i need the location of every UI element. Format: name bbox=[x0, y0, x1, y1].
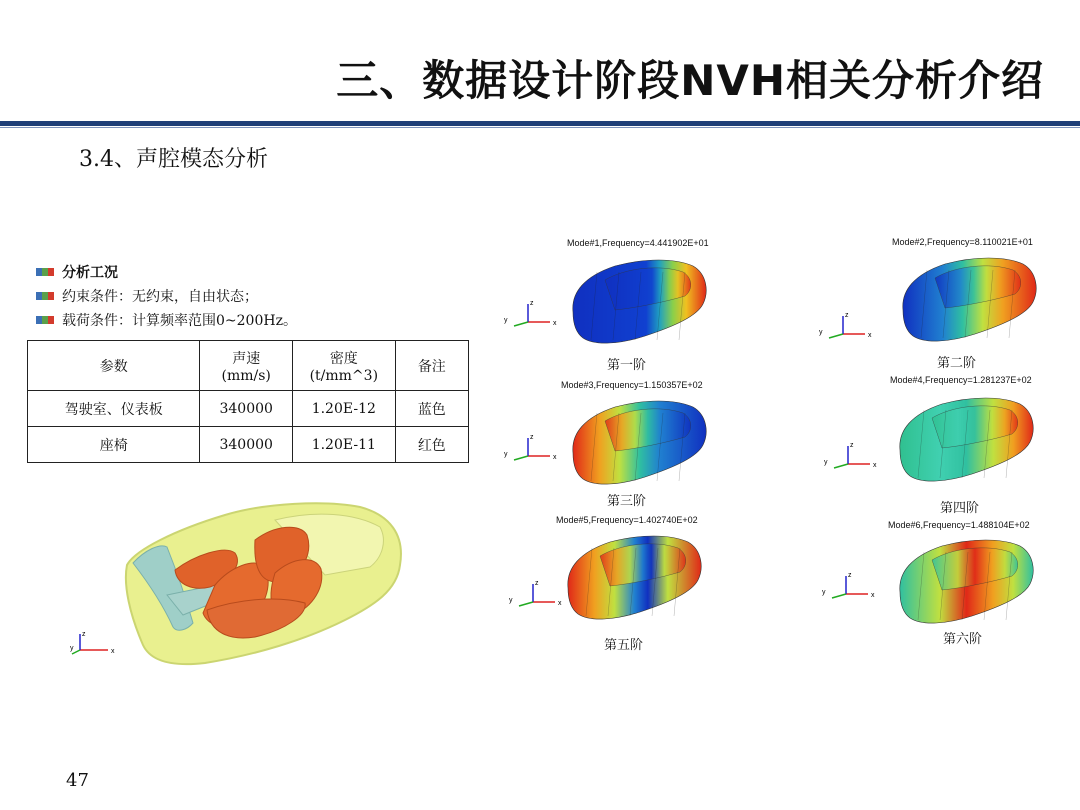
table-cell: 340000 bbox=[200, 427, 293, 463]
axis-label: x bbox=[553, 454, 557, 461]
table-cell: 座椅 bbox=[28, 427, 200, 463]
mode-4-label: Mode#4,Frequency=1.281237E+02 bbox=[890, 375, 1032, 385]
axis-label: x bbox=[558, 600, 562, 607]
table-cell: 驾驶室、仪表板 bbox=[28, 391, 200, 427]
header-unit: (mm/s) bbox=[221, 367, 271, 384]
axis-label: y bbox=[824, 459, 828, 466]
axis-label-z: z bbox=[82, 631, 86, 638]
axis-triad-icon bbox=[505, 578, 565, 612]
table-cell: 340000 bbox=[200, 391, 293, 427]
condition-constraint bbox=[36, 284, 297, 308]
header-text: 备注 bbox=[417, 358, 446, 375]
analysis-conditions bbox=[36, 260, 297, 332]
mode-6-label: Mode#6,Frequency=1.488104E+02 bbox=[888, 520, 1030, 530]
axis-label: x bbox=[553, 320, 557, 327]
parameter-table bbox=[27, 340, 469, 463]
axis-label-x: x bbox=[111, 648, 115, 655]
axis-triad-icon bbox=[500, 432, 560, 466]
table-header-cell bbox=[28, 341, 200, 391]
mode-1-shape bbox=[565, 252, 715, 352]
mode-2-shape bbox=[895, 250, 1045, 350]
mode-3-shape bbox=[565, 393, 715, 493]
table-header-cell bbox=[293, 341, 396, 391]
table-header-row bbox=[28, 341, 469, 391]
mode-4-shape bbox=[892, 390, 1042, 490]
mode-1-caption: 第一阶 bbox=[607, 358, 647, 373]
page-title: 三、数据设计阶段NVH相关分析介绍 bbox=[336, 56, 1044, 105]
table-row bbox=[28, 391, 469, 427]
mode-5-label: Mode#5,Frequency=1.402740E+02 bbox=[556, 515, 698, 525]
table-cell: 蓝色 bbox=[395, 391, 468, 427]
mode-6-shape bbox=[892, 532, 1042, 632]
mode-3-label: Mode#3,Frequency=1.150357E+02 bbox=[561, 380, 703, 390]
condition-text: 载荷条件：计算频率范围0~200Hz。 bbox=[62, 313, 297, 329]
mode-2-caption: 第二阶 bbox=[937, 356, 977, 371]
axis-label: y bbox=[822, 589, 826, 596]
axis-label: z bbox=[848, 572, 852, 579]
condition-text: 约束条件：无约束，自由状态； bbox=[62, 289, 258, 305]
axis-line bbox=[514, 322, 528, 326]
axis-label: z bbox=[850, 442, 854, 449]
condition-load bbox=[36, 308, 297, 332]
axis-label: y bbox=[504, 317, 508, 324]
axis-line bbox=[514, 456, 528, 460]
table-cell: 1.20E-11 bbox=[293, 427, 396, 463]
axis-triad-icon bbox=[820, 440, 880, 474]
header-text: 密度 bbox=[329, 350, 358, 367]
title-rule bbox=[0, 121, 1080, 126]
cavity-model-image bbox=[115, 495, 425, 675]
axis-label: z bbox=[535, 580, 539, 587]
axis-label: x bbox=[873, 462, 877, 469]
axis-label: y bbox=[504, 451, 508, 458]
table-row bbox=[28, 427, 469, 463]
table-header-cell bbox=[200, 341, 293, 391]
axis-triad-icon bbox=[818, 570, 878, 604]
axis-triad-icon bbox=[70, 630, 125, 658]
axis-line bbox=[834, 464, 848, 468]
page-number: 47 bbox=[66, 770, 89, 791]
axis-line bbox=[832, 594, 846, 598]
axis-label: y bbox=[509, 597, 513, 604]
axis-label-y: y bbox=[70, 645, 74, 652]
axis-line bbox=[829, 334, 843, 338]
axis-label: z bbox=[530, 434, 534, 441]
mode-5-caption: 第五阶 bbox=[604, 638, 644, 653]
mode-1-label: Mode#1,Frequency=4.441902E+01 bbox=[567, 238, 709, 248]
condition-text: 分析工况 bbox=[62, 265, 118, 281]
bullet-icon bbox=[36, 267, 54, 277]
header-text: 声速 bbox=[232, 350, 261, 367]
section-subtitle: 3.4、声腔模态分析 bbox=[79, 147, 268, 172]
mode-2-label: Mode#2,Frequency=8.110021E+01 bbox=[892, 237, 1033, 247]
table-cell: 1.20E-12 bbox=[293, 391, 396, 427]
table-cell: 红色 bbox=[395, 427, 468, 463]
header-unit: (t/mm^3) bbox=[309, 367, 379, 384]
mode-4-caption: 第四阶 bbox=[940, 501, 980, 516]
axis-label: y bbox=[819, 329, 823, 336]
mode-3-caption: 第三阶 bbox=[607, 494, 647, 509]
bullet-icon bbox=[36, 291, 54, 301]
axis-line bbox=[519, 602, 533, 606]
axis-triad-icon bbox=[815, 310, 875, 344]
axis-label: x bbox=[871, 592, 875, 599]
header-text: 参数 bbox=[99, 358, 128, 375]
mode-6-caption: 第六阶 bbox=[943, 632, 983, 647]
axis-label: z bbox=[845, 312, 849, 319]
table-header-cell bbox=[395, 341, 468, 391]
mode-5-shape bbox=[560, 528, 710, 628]
bullet-icon bbox=[36, 315, 54, 325]
title-rule-thin bbox=[0, 127, 1080, 128]
axis-label: x bbox=[868, 332, 872, 339]
axis-label: z bbox=[530, 300, 534, 307]
axis-triad-icon bbox=[500, 298, 560, 332]
condition-heading bbox=[36, 260, 297, 284]
